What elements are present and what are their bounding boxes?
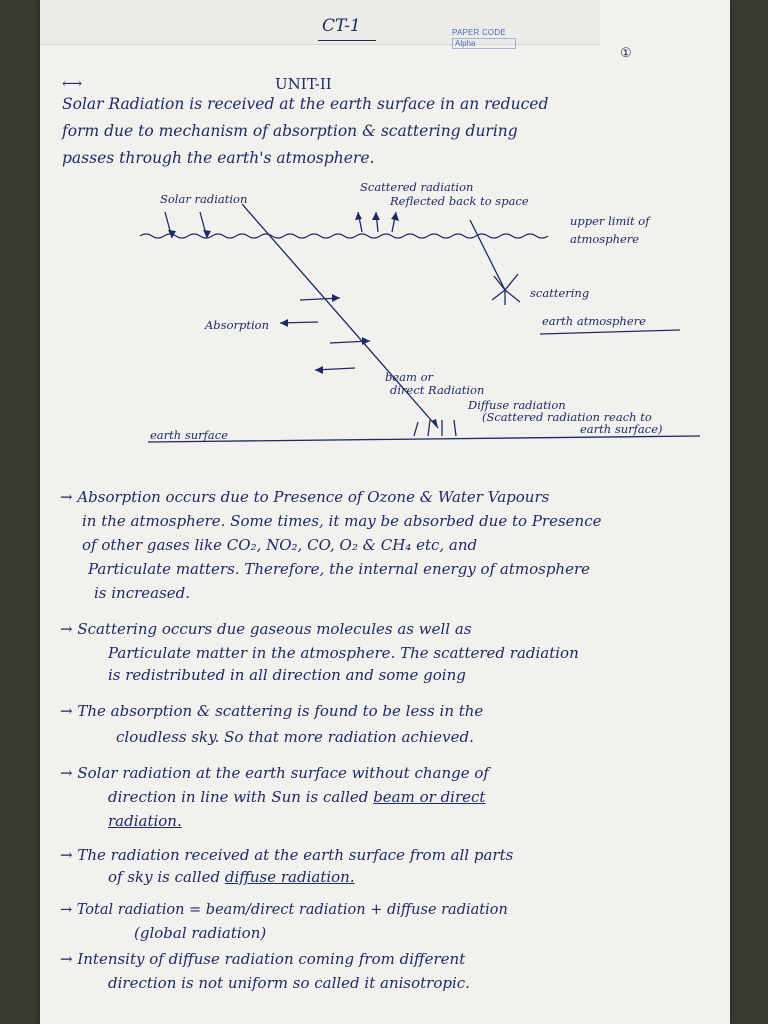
label-diffuse-2: (Scattered radiation reach to (482, 410, 652, 424)
paper-code-label: PAPER CODE (452, 28, 506, 37)
label-absorption: Absorption (205, 318, 269, 332)
ct-label: CT-1 (322, 16, 361, 36)
note-line: → Total radiation = beam/direct radiation + diffuse radiation (60, 902, 508, 918)
diffuse-radiation-term: diffuse radiation. (224, 868, 355, 886)
incoming-ray-right (470, 220, 505, 290)
note-line: in the atmosphere. Some times, it may be absorbed due to Presence (82, 512, 602, 530)
note-line: of sky is called diffuse radiation. (108, 868, 355, 886)
label-upper-limit-1: upper limit of (570, 214, 650, 228)
page-number: ① (620, 46, 632, 61)
label-earth-surface: earth surface (150, 428, 229, 442)
earth-surface-line (148, 436, 700, 442)
note-line: → Intensity of diffuse radiation coming from different (60, 950, 466, 968)
note-line: is increased. (94, 584, 191, 602)
label-solar-radiation: Solar radiation (160, 192, 248, 206)
upper-atmosphere-wave (140, 234, 548, 238)
note-line: radiation. (108, 812, 182, 830)
diffuse-arrow-2 (428, 420, 430, 436)
note-line: → The absorption & scattering is found to be less in the (60, 702, 484, 720)
note-line: → The radiation received at the earth surface from all parts (60, 846, 514, 864)
note-line: Particulate matters. Therefore, the internal energy of atmosphere (88, 560, 591, 578)
intro-line-3: passes through the earth's atmosphere. (62, 149, 375, 167)
note-line: direction is not uniform so called it anisotropic. (108, 974, 470, 992)
label-upper-limit-2: atmosphere (570, 232, 640, 246)
note-line: direction in line with Sun is called beam or direct (108, 788, 486, 806)
beam-or-direct-term: beam or direct (373, 788, 486, 806)
diffuse-arrow-1 (414, 422, 418, 436)
unit-title: UNIT-II (275, 75, 332, 93)
scattering-burst (492, 274, 520, 305)
note-line: of other gases like CO₂, NO₂, CO, O₂ & CH₄ etc, and (82, 536, 478, 554)
note-line: → Solar radiation at the earth surface without change of (60, 764, 489, 782)
intro-line-2: form due to mechanism of absorption & scattering during (62, 122, 518, 140)
paper-code-value: Alpha (452, 38, 516, 49)
earth-atmosphere-underline (540, 330, 680, 334)
label-beam-2: direct Radiation (390, 383, 485, 397)
label-reflected-back: Reflected back to space (390, 194, 529, 208)
note-line: → Absorption occurs due to Presence of Ozone & Water Vapours (60, 488, 550, 506)
label-scattering: scattering (530, 286, 590, 300)
diffuse-arrow-4 (454, 420, 456, 436)
note-line: → Scattering occurs due gaseous molecules as well as (60, 620, 472, 638)
note-line: is redistributed in all direction and some going (108, 666, 466, 684)
note-line: cloudless sky. So that more radiation achieved. (116, 728, 474, 746)
intro-line-1: Solar Radiation is received at the earth surface in an reduced (62, 95, 549, 113)
label-diffuse-3: earth surface) (580, 422, 663, 436)
label-earth-atmosphere: earth atmosphere (542, 314, 646, 328)
label-beam-1: beam or (385, 370, 434, 384)
note-line: (global radiation) (134, 924, 267, 942)
note-line: Particulate matter in the atmosphere. The scattered radiation (108, 644, 579, 662)
label-scattered-radiation: Scattered radiation (360, 180, 474, 194)
label-diffuse-1: Diffuse radiation (468, 398, 566, 412)
heading-arrow-icon: ⟷ (62, 76, 83, 92)
